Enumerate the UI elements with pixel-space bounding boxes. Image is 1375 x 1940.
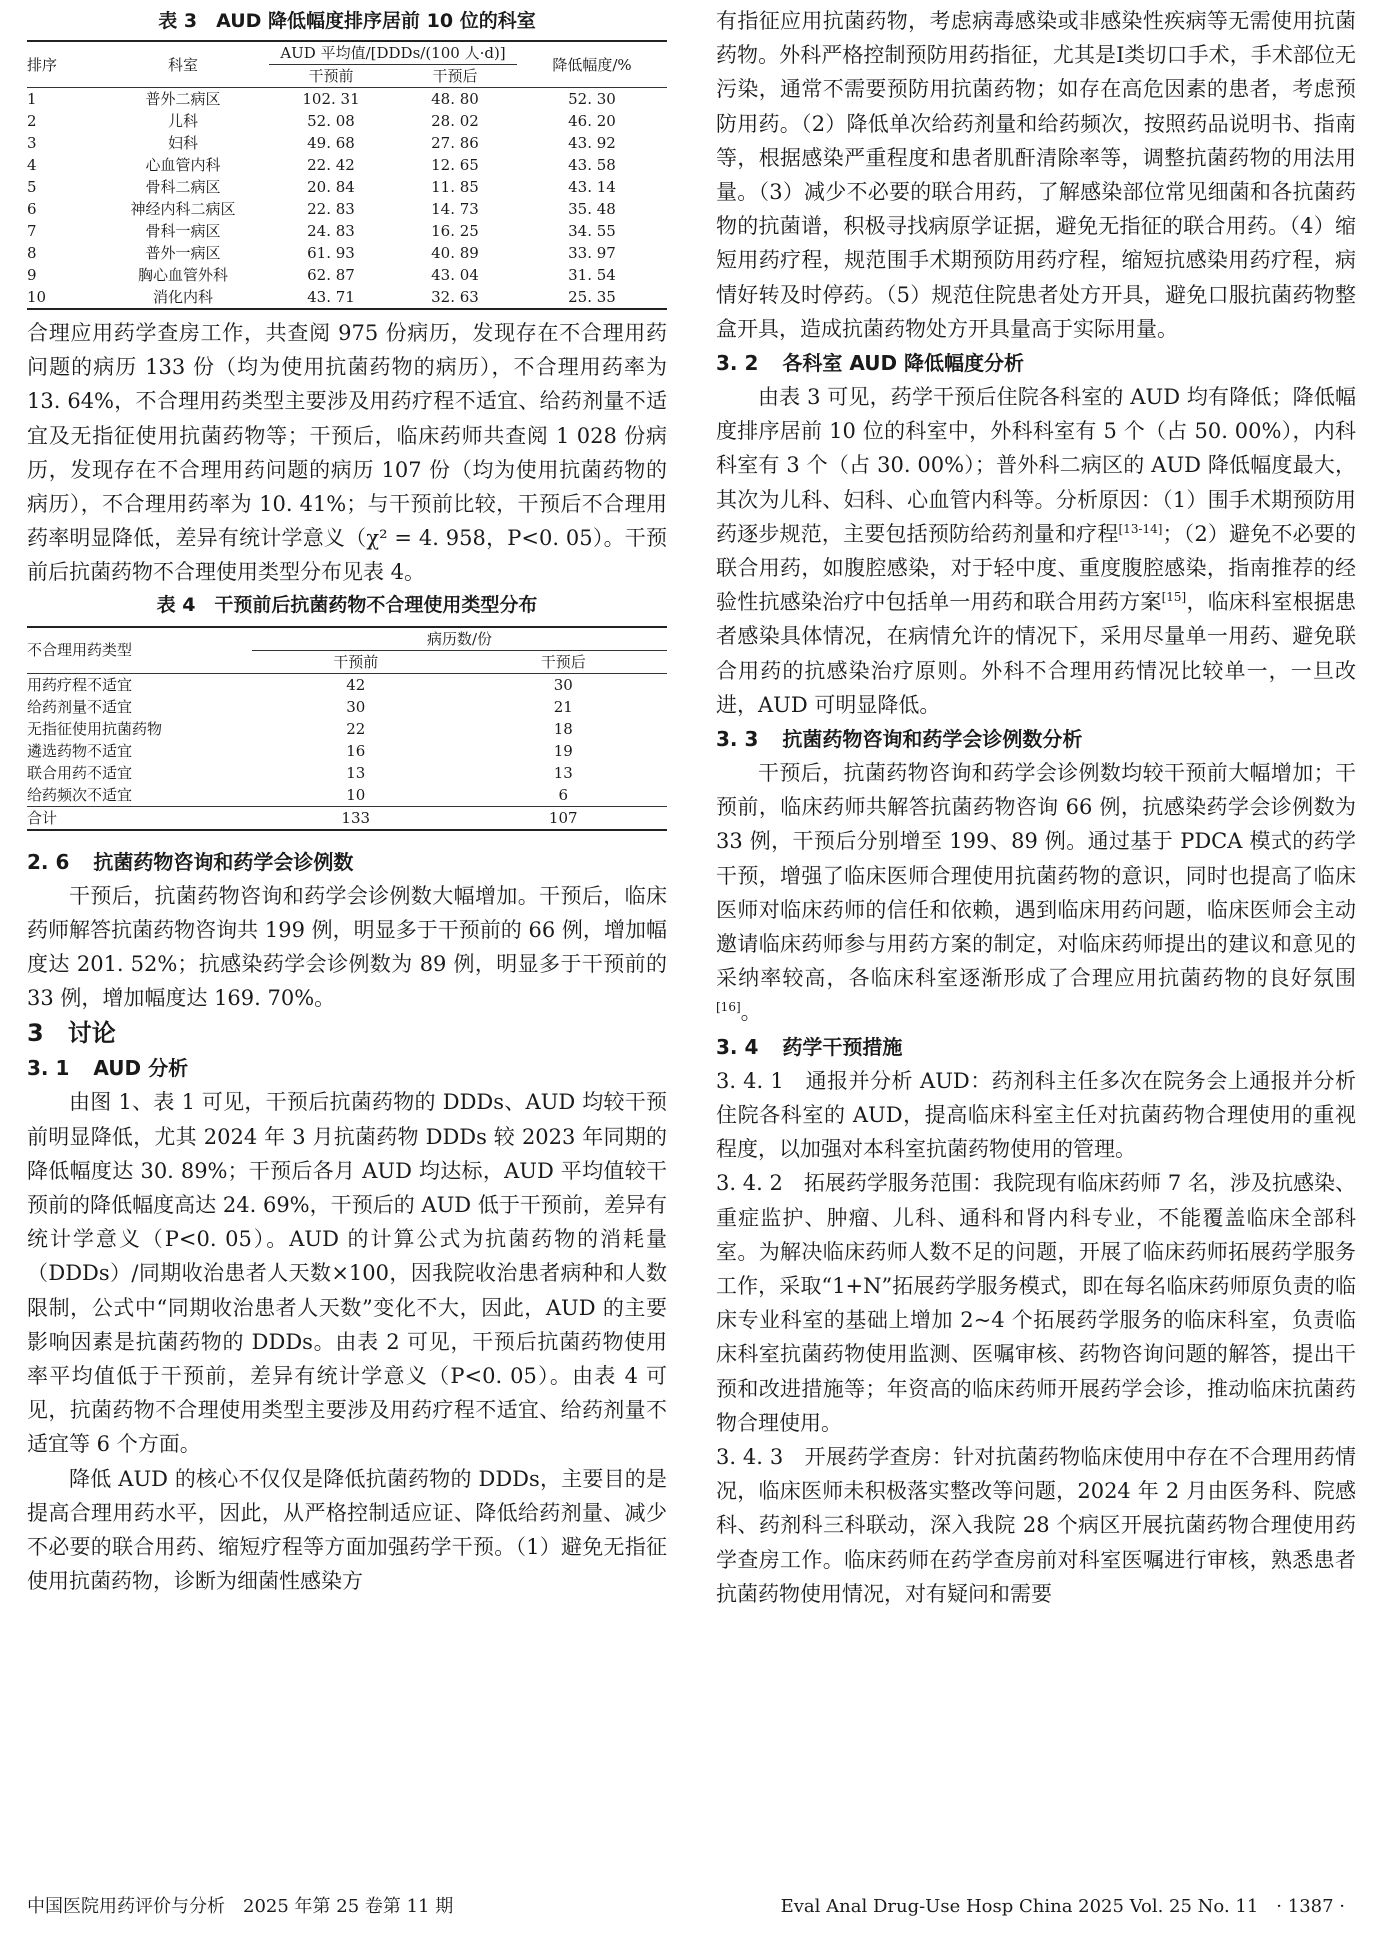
table4-cell-after: 6 xyxy=(558,785,569,804)
journal-footer-cn: 中国医院用药评价与分析 2025 年第 25 卷第 11 期 xyxy=(27,1896,454,1917)
table3 xyxy=(27,40,667,310)
heading-3-3: 3. 3 抗菌药物咨询和药学会诊例数分析 xyxy=(716,727,1083,752)
table3-cell-dept: 神经内科二病区 xyxy=(130,200,236,218)
table3-cell-reduction: 35. 48 xyxy=(568,200,616,218)
table3-cell-reduction: 25. 35 xyxy=(568,288,616,306)
table3-row xyxy=(27,176,667,198)
table3-cell-rank: 5 xyxy=(27,178,37,196)
table3-cell-dept: 妇科 xyxy=(167,134,198,152)
heading-3-1: 3. 1 AUD 分析 xyxy=(27,1056,189,1081)
table4-cell-type: 遴选药物不适宜 xyxy=(27,741,133,760)
paragraph-3-1-continued: 有指征应用抗菌药物，考虑病毒感染或非感染性疾病等无需使用抗菌药物。外科严格控制预防用药指征，尤其是Ⅰ类切口手术，手术部位无污染，通常不需要预防用抗菌药物；如存在高危因素的患者，考虑预防用药。（2）降低单次给药剂量和给药频次，按照药品说明书、指南等，根据感染严重程度和患者肌酐清除率等，调整抗菌药物的用法用量。（3）减少不必要的联合用药，了解感染部位常见细菌和各抗菌药物的抗菌谱，积极寻找病原学证据，避免无指征的联合用药。（4）缩短用药疗程，规范围手术期预防用药疗程，缩短抗感染用药疗程，病情好转及时停药。（5）规范住院患者处方开具，避免口服抗菌药物整盒开具，造成抗菌药物处方开具量高于实际用量。 xyxy=(716,9,1356,341)
table3-cell-before: 22. 42 xyxy=(307,156,355,174)
table3-cell-reduction: 43. 14 xyxy=(568,178,616,196)
paragraph-3-1-b: 降低 AUD 的核心不仅仅是降低抗菌药物的 DDDs，主要目的是提高合理用药水平，因此，从严格控制适应证、降低给药剂量、减少不必要的联合用药、缩短疗程等方面加强药学干预。（1）避免无指征使用抗菌药物，诊断为细菌性感染方 xyxy=(27,1466,667,1594)
table3-cell-reduction: 43. 58 xyxy=(568,156,616,174)
table4-row xyxy=(27,696,667,718)
table3-header-before: 干预前 xyxy=(308,67,354,85)
table4-row xyxy=(27,673,667,696)
paragraph-irrational-use: 合理应用药学查房工作，共查阅 975 份病历，发现存在不合理用药问题的病历 133 份（均为使用抗菌药物的病历），不合理用药率为 13. 64%，不合理用药类型主要涉及用药疗程不适宜、给药剂量不适宜及无指征使用抗菌药物等；干预后，临床药师共查阅 1 028 份病历，发现存在不合理用药问题的病历 107 份（均为使用抗菌药物的病历），不合理用药率为 10. 41%；与干预前比较，干预后不合理用药率明显降低，差异有统计学意义（χ² = 4. 958，P<0. 05）。干预前后抗菌药物不合理使用类型分布见表 4。 xyxy=(27,321,667,585)
table3-cell-after: 40. 89 xyxy=(431,244,479,262)
table3-title: 表 3 AUD 降低幅度排序居前 10 位的科室 xyxy=(158,10,536,32)
table3-cell-dept: 骨科一病区 xyxy=(145,222,221,240)
table4-cell-type: 给药频次不适宜 xyxy=(27,785,133,804)
table3-row xyxy=(27,286,667,309)
table3-cell-after: 11. 85 xyxy=(431,178,479,196)
table3-row xyxy=(27,264,667,286)
table3-header-rank: 排序 xyxy=(27,55,58,74)
table3-cell-reduction: 43. 92 xyxy=(568,134,616,152)
table4-body xyxy=(27,673,667,806)
table4-total-before: 133 xyxy=(252,806,460,830)
left-column xyxy=(27,0,667,1598)
table3-cell-reduction: 31. 54 xyxy=(568,266,616,284)
table3-cell-before: 102. 31 xyxy=(302,90,360,108)
paragraph-3-1-a: 由图 1、表 1 可见，干预后抗菌药物的 DDDs、AUD 均较干预前明显降低，尤其 2024 年 3 月抗菌药物 DDDs 较 2023 年同期的降低幅度达 30. 89%；干预后各月 AUD 均达标，AUD 平均值较干预前的降低幅度高达 24. 69%，干预后的 AUD 低于干预前，差异有统计学意义（P<0. 05）。AUD 的计算公式为抗菌药物的消耗量（DDDs）/同期收治患者人天数×100，因我院收治患者病种和人数限制，公式中“同期收治患者人天数”变化不大，因此，AUD 的主要影响因素是抗菌药物的 DDDs。由表 2 可见，干预后抗菌药物使用率平均值低于干预前，差异有统计学意义（P<0. 05）。由表 4 可见，抗菌药物不合理使用类型主要涉及用药疗程不适宜、给药剂量不适宜等 6 个方面。 xyxy=(27,1090,667,1457)
table3-cell-before: 22. 83 xyxy=(307,200,355,218)
table3-cell-after: 32. 63 xyxy=(431,288,479,306)
table3-cell-after: 48. 80 xyxy=(431,90,479,108)
table4-cell-before: 16 xyxy=(346,741,366,760)
citation-13-14[interactable]: [13-14] xyxy=(1118,521,1163,536)
paragraph-3-3: 干预后，抗菌药物咨询和药学会诊例数均较干预前大幅增加；干预前，临床药师共解答抗菌药物咨询 66 例，抗感染药学会诊例数为 33 例，干预后分别增至 199、89 例。通过基于 PDCA 模式的药学干预，增强了临床医师合理使用抗菌药物的意识，同时也提高了临床医师对临床药师的信任和依赖，遇到临床用药问题，临床医师会主动邀请临床药师参与用药方案的制定，对临床药师提出的建议和意见的采纳率较高，各临床科室逐渐形成了合理应用抗菌药物的良好氛围[16]。 xyxy=(716,761,1356,1025)
table3-cell-reduction: 52. 30 xyxy=(568,90,616,108)
table3-cell-rank: 8 xyxy=(27,244,37,262)
table3-cell-after: 16. 25 xyxy=(431,222,479,240)
table4-cell-before: 10 xyxy=(346,785,366,804)
table3-row xyxy=(27,132,667,154)
table3-cell-dept: 普外二病区 xyxy=(145,90,221,108)
table3-cell-dept: 消化内科 xyxy=(152,288,213,306)
table4-total-after: 107 xyxy=(460,806,668,830)
table3-cell-before: 52. 08 xyxy=(307,112,355,130)
heading-3-4: 3. 4 药学干预措施 xyxy=(716,1034,903,1059)
paragraph-3-4-1: 3. 4. 1 通报并分析 AUD：药剂科主任多次在院务会上通报并分析住院各科室的 AUD，提高临床科室主任对抗菌药物合理使用的重视程度，以加强对本科室抗菌药物使用的管理。 xyxy=(716,1068,1356,1162)
table4-cell-type: 联合用药不适宜 xyxy=(27,763,133,782)
table3-row xyxy=(27,220,667,242)
table3-cell-before: 20. 84 xyxy=(307,178,355,196)
heading-2-6: 2. 6 抗菌药物咨询和药学会诊例数 xyxy=(27,849,354,874)
table4-total-label: 合计 xyxy=(27,806,252,830)
table4-cell-type: 用药疗程不适宜 xyxy=(27,675,133,694)
paragraph-3-2: 由表 3 可见，药学干预后住院各科室的 AUD 均有降低；降低幅度排序居前 10 位的科室中，外科科室有 5 个（占 50. 00%），内科科室有 3 个（占 30. 00%）；普外科二病区的 AUD 降低幅度最大，其次为儿科、妇科、心血管内科等。分析原因：（1）围手术期预防用药逐步规范，主要包括预防给药剂量和疗程[13-14]；（2）避免不必要的联合用药，如腹腔感染，对于轻中度、重度腹腔感染，指南推荐的经验性抗感染治疗中包括单一用药和联合用药方案[15]，临床科室根据患者感染具体情况，在病情允许的情况下，采用尽量单一用药、避免联合用药的抗感染治疗原则。外科不合理用药情况比较单一，一旦改进，AUD 可明显降低。 xyxy=(716,385,1357,717)
table4-row xyxy=(27,740,667,762)
table4-header-type: 不合理用药类型 xyxy=(27,641,133,660)
heading-3: 3 讨论 xyxy=(27,1019,116,1048)
table4-cell-type: 无指征使用抗菌药物 xyxy=(27,719,163,738)
table3-row xyxy=(27,198,667,220)
table3-cell-rank: 2 xyxy=(27,112,37,130)
table4-header-before: 干预前 xyxy=(333,652,379,671)
table4-header-after: 干预后 xyxy=(540,652,586,671)
table3-cell-rank: 7 xyxy=(27,222,37,240)
table3-cell-before: 62. 87 xyxy=(307,266,355,284)
table3-cell-before: 43. 71 xyxy=(307,288,355,306)
citation-15[interactable]: [15] xyxy=(1161,590,1187,605)
table4-cell-before: 22 xyxy=(346,719,366,738)
table3-row xyxy=(27,154,667,176)
table4-title: 表 4 干预前后抗菌药物不合理使用类型分布 xyxy=(156,593,538,616)
table4-cell-after: 13 xyxy=(553,763,573,782)
table3-cell-reduction: 33. 97 xyxy=(568,244,616,262)
table3-row xyxy=(27,88,667,111)
table4-header-group: 病历数/份 xyxy=(252,627,667,651)
table3-cell-rank: 6 xyxy=(27,200,37,218)
table3-cell-reduction: 34. 55 xyxy=(568,222,616,240)
paragraph-2-6: 干预后，抗菌药物咨询和药学会诊例数大幅增加。干预后，临床药师解答抗菌药物咨询共 199 例，明显多于干预前的 66 例，增加幅度达 201. 52%；抗感染药学会诊例数为 89 例，明显多于干预前的 33 例，增加幅度达 169. 70%。 xyxy=(27,883,667,1011)
table3-header-aud: AUD 平均值/[DDDs/(100 人·d)] xyxy=(269,41,517,65)
table3-cell-reduction: 46. 20 xyxy=(568,112,616,130)
table3-cell-dept: 儿科 xyxy=(167,112,198,130)
table4-cell-type: 给药剂量不适宜 xyxy=(27,697,133,716)
table3-cell-rank: 10 xyxy=(27,288,47,306)
table3-cell-before: 61. 93 xyxy=(307,244,355,262)
table4-cell-before: 30 xyxy=(346,697,366,716)
table3-row xyxy=(27,110,667,132)
table4-cell-before: 42 xyxy=(346,675,366,694)
table3-cell-dept: 普外一病区 xyxy=(145,244,221,262)
table3-cell-after: 27. 86 xyxy=(431,134,479,152)
table3-header-reduction: 降低幅度/% xyxy=(552,55,632,74)
citation-16[interactable]: [16] xyxy=(716,1000,741,1015)
right-column xyxy=(716,0,1356,1611)
table4-cell-after: 21 xyxy=(553,697,573,716)
table4-row xyxy=(27,718,667,740)
table3-body xyxy=(27,88,667,310)
table4-cell-after: 19 xyxy=(553,741,573,760)
table3-cell-after: 12. 65 xyxy=(431,156,479,174)
table4-total-row xyxy=(27,806,667,830)
table3-cell-after: 14. 73 xyxy=(431,200,479,218)
table4-cell-after: 18 xyxy=(553,719,573,738)
table3-cell-rank: 9 xyxy=(27,266,37,284)
paragraph-3-4-2: 3. 4. 2 拓展药学服务范围：我院现有临床药师 7 名，涉及抗感染、重症监护、肿瘤、儿科、通科和肾内科专业，不能覆盖临床全部科室。为解决临床药师人数不足的问题，开展了临床药师拓展药学服务工作，采取“1+N”拓展药学服务模式，即在每名临床药师原负责的临床专业科室的基础上增加 2~4 个拓展药学服务的临床科室，负责临床科室抗菌药物使用监测、医嘱审核、药物咨询问题的解答，提出干预和改进措施等；年资高的临床药师开展药学会诊，推动临床抗菌药物合理使用。 xyxy=(716,1171,1356,1435)
table3-cell-after: 28. 02 xyxy=(431,112,479,130)
heading-3-2: 3. 2 各科室 AUD 降低幅度分析 xyxy=(716,351,1025,376)
table3-cell-dept: 胸心血管外科 xyxy=(137,266,228,284)
table3-cell-rank: 1 xyxy=(27,90,37,108)
table3-cell-rank: 3 xyxy=(27,134,37,152)
table4-cell-after: 30 xyxy=(553,675,573,694)
table3-cell-after: 43. 04 xyxy=(431,266,479,284)
paragraph-3-4-3: 3. 4. 3 开展药学查房：针对抗菌药物临床使用中存在不合理用药情况，临床医师未积极落实整改等问题，2024 年 2 月由医务科、院感科、药剂科三科联动，深入我院 28 个病区开展抗菌药物合理使用药学查房工作。临床药师在药学查房前对科室医嘱进行审核，熟悉患者抗菌药物使用情况，对有疑问和需要 xyxy=(716,1444,1356,1606)
table3-cell-before: 49. 68 xyxy=(307,134,355,152)
table3-cell-rank: 4 xyxy=(27,156,37,174)
table3-cell-dept: 骨科二病区 xyxy=(145,178,221,196)
table3-header-after: 干预后 xyxy=(432,67,478,85)
table3-row xyxy=(27,242,667,264)
table4-cell-before: 13 xyxy=(346,763,366,782)
table3-header-dept: 科室 xyxy=(167,55,198,74)
table3-cell-before: 24. 83 xyxy=(307,222,355,240)
table4-row xyxy=(27,762,667,784)
table4 xyxy=(27,626,667,831)
table4-row xyxy=(27,784,667,807)
table3-cell-dept: 心血管内科 xyxy=(145,156,221,174)
journal-footer-en: Eval Anal Drug-Use Hosp China 2025 Vol. 25 No. 11 · 1387 · xyxy=(780,1896,1345,1917)
